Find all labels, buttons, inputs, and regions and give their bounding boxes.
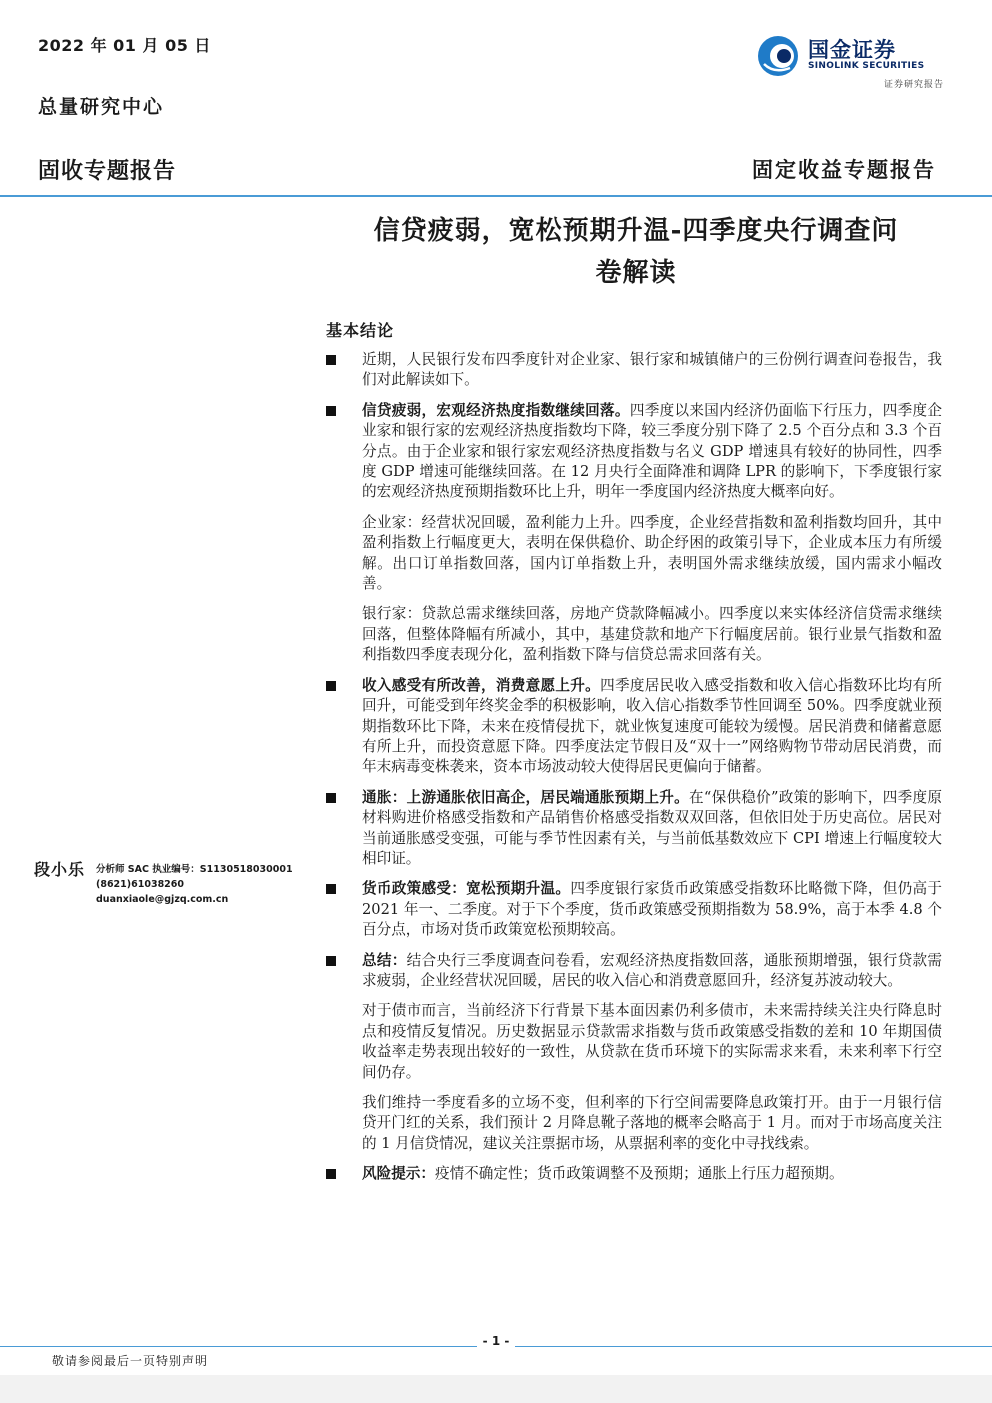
page-number: - 1 -: [477, 1334, 516, 1348]
bullet-square-icon: [326, 406, 336, 416]
bullet-monetary: [326, 879, 942, 940]
report-title-line1: 信贷疲弱，宽松预期升温-四季度央行调查问: [373, 216, 899, 246]
footer-band: [0, 1375, 992, 1403]
analyst-email[interactable]: duanxiaole@gjzq.com.cn: [96, 894, 229, 905]
paragraph-entrepreneur: 企业家：经营状况回暖，盈利能力上升。四季度，企业经营指数和盈利指数均回升，其中盈利指数上行幅度更大，表明在保供稳价、助企纾困的政策引导下，企业成本压力有所缓解。出口订单指数回落，国内订单指数上升，表明国外需求继续放缓，国内需求小幅改善。: [362, 513, 942, 593]
report-type: 固收专题报告: [38, 159, 177, 184]
paragraph-rate-view: 我们维持一季度看多的立场不变，但利率的下行空间需要降息政策打开。由于一月银行信贷开门红的关系，我们预计 2 月降息靴子落地的概率会略高于 1 月。而对于市场高度关注的 1 月信贷情况，建议关注票据市场，从票据利率的变化中寻找线索。: [362, 1094, 942, 1152]
logo-subtitle: 证券研究报告: [883, 80, 944, 90]
logo-name-cn: 国金证券: [808, 38, 896, 62]
bullet-lead: 总结：: [362, 951, 407, 969]
page-number-wrap: [0, 1334, 992, 1348]
bullet-text: 四季度以来国内经济仍面临下行压力，四季度企业家和银行家的宏观经济热度指数均下降，较三季度分别下降了 2.5 个百分点和 3.3 个百分点。由于企业家和银行家宏观经济热度指数与名义 GDP 增速具有较好的协同性，四季度 GDP 增速可能继续回落。在 12 月央行全面降准和调降 LPR 的影响下，下季度银行家的宏观经济热度预期指数环比上升，明年一季度国内经济热度大概率向好。: [362, 401, 942, 501]
bullet-summary: [326, 951, 942, 992]
bullet-square-icon: [326, 681, 336, 691]
bullet-income: [326, 676, 942, 778]
bullet-text: 近期，人民银行发布四季度针对企业家、银行家和城镇储户的三份例行调查问卷报告，我们对此解读如下。: [362, 351, 942, 389]
section-heading: 基本结论: [326, 321, 395, 340]
bullet-risk: [326, 1164, 942, 1184]
bullet-lead: 风险提示：: [362, 1165, 435, 1183]
paragraph-bond-outlook: 对于债市而言，当前经济下行背景下基本面因素仍利多债市，未来需持续关注央行降息时点和疫情反复情况。历史数据显示贷款需求指数与货币政策感受指数的差和 10 年期国债收益率走势表现出较好的一致性，从贷款在货币环境下的实际需求来看，未来利率下行空间仍存。: [362, 1002, 942, 1081]
report-title-line2: 卷解读: [595, 258, 677, 288]
bullet-lead: 通胀：上游通胀依旧高企，居民端通胀预期上升。: [362, 788, 689, 806]
paragraph-banker: 银行家：贷款总需求继续回落，房地产贷款降幅减小。四季度以来实体经济信贷需求继续回落，但整体降幅有所减小，其中，基建贷款和地产下行幅度居前。银行业景气指数和盈利指数四季度表现分化，盈利指数下降与信贷总需求回落有关。: [362, 605, 942, 664]
bullet-text: 四季度居民收入感受指数和收入信心指数环比均有所回升，可能受到年终奖金季的积极影响，收入信心指数季节性回调至 50%。四季度就业预期指数环比下降，未来在疫情侵扰下，就业恢复速度可能较为缓慢。居民消费和储蓄意愿有所上升，而投资意愿下降。四季度法定节假日及“双十一”网络购物节带动居民消费，而年末病毒变株袭来，资本市场波动较大使得居民更偏向于储蓄。: [362, 676, 942, 776]
bullet-square-icon: [326, 355, 336, 365]
bullet-text: 在“保供稳价”政策的影响下，四季度原材料购进价格感受指数和产品销售价格感受指数双双回落，但依旧处于历史高位。居民对当前通胀感受变强，可能与季节性因素有关，与当前低基数效应下 CPI 增速上行幅度较大相印证。: [362, 788, 942, 867]
bullet-lead: 货币政策感受：宽松预期升温。: [362, 880, 571, 898]
report-title: [320, 210, 952, 294]
header-divider: [0, 195, 992, 197]
research-center: 总量研究中心: [38, 96, 165, 118]
bullet-intro: [326, 350, 942, 391]
report-category: 固定收益专题报告: [752, 157, 936, 182]
conclusion-body: [326, 350, 942, 1195]
bullet-lead: 信贷疲弱，宏观经济热度指数继续回落。: [362, 401, 630, 419]
bullet-lead: 收入感受有所改善，消费意愿上升。: [362, 676, 601, 694]
logo-name-en: SINOLINK SECURITIES: [808, 61, 925, 71]
analyst-phone: (8621)61038260: [96, 879, 185, 890]
bullet-square-icon: [326, 956, 336, 966]
bullet-square-icon: [326, 793, 336, 803]
bullet-square-icon: [326, 1169, 336, 1179]
sinolink-logo: [756, 30, 946, 92]
bullet-text: 结合央行三季度调查问卷看，宏观经济热度指数回落，通胀预期增强，银行贷款需求疲弱，企业经营状况回暖，居民的收入信心和消费意愿回升，经济复苏波动较大。: [362, 951, 942, 989]
bullet-text: 疫情不确定性；货币政策调整不及预期；通胀上行压力超预期。: [434, 1165, 844, 1183]
bullet-square-icon: [326, 884, 336, 894]
sinolink-logo-icon: [756, 34, 800, 78]
bullet-text: 四季度银行家货币政策感受指数环比略微下降，但仍高于 2021 年一、二季度。对于下个季度，货币政策感受预期指数为 58.9%，高于本季 4.8 个百分点，市场对货币政策宽松预期较高。: [362, 880, 942, 939]
bullet-inflation: [326, 788, 942, 870]
bullet-credit: [326, 401, 942, 503]
footer-disclaimer: 敬请参阅最后一页特别声明: [52, 1354, 209, 1368]
analyst-sac-id: 分析师 SAC 执业编号：S1130518030001: [96, 864, 293, 875]
analyst-name: 段小乐: [34, 860, 86, 879]
report-date: 2022 年 01 月 05 日: [38, 36, 211, 55]
analyst-details: [96, 862, 293, 907]
